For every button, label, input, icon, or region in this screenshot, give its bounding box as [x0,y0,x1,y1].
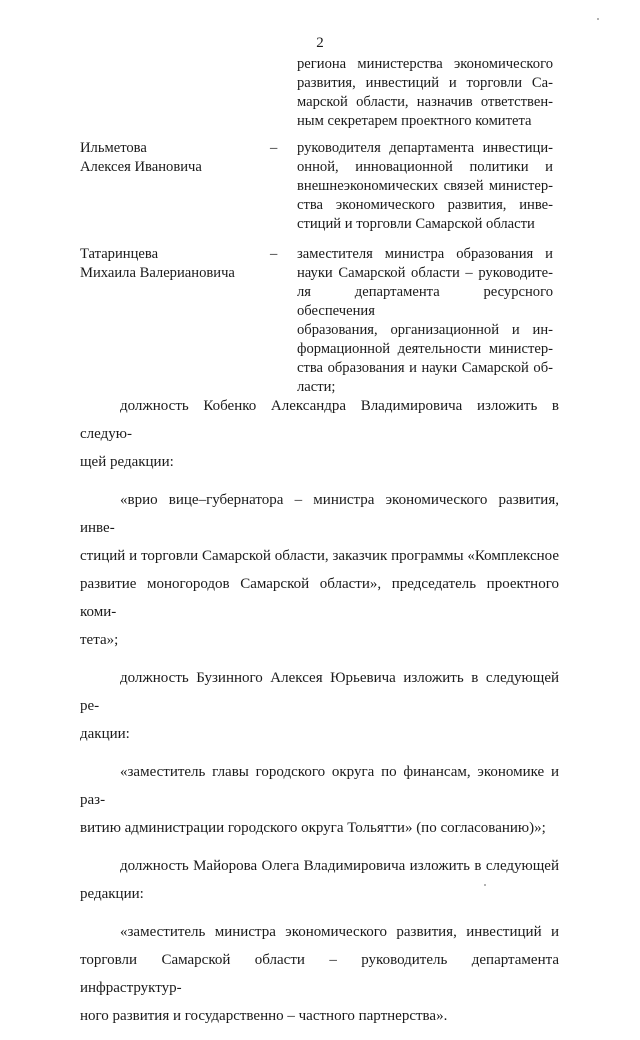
paragraph [80,918,559,1030]
paragraph [80,392,559,476]
member-dash: – [270,140,278,156]
body-text [80,392,559,1040]
text-line: торговли Самарской области – руководитель департамента инфраструктур- [80,952,559,996]
text-line: ным секретарем проектного комитета [297,113,532,129]
text-line: должность Кобенко Александра Владимировича изложить в следую- [80,398,559,442]
paragraph [80,852,559,908]
member-name: Ильметова Алексея Ивановича [80,140,202,175]
text-line: ства экономического развития, инве- [297,197,553,213]
member-dash: – [270,246,278,262]
paragraph [80,758,559,842]
text-line: дакции: [80,726,130,742]
text-line: «заместитель главы городского округа по финансам, экономике и раз- [80,764,559,808]
continuation-block [297,55,553,131]
text-line: стиций и торговли Самарской области [297,216,535,232]
text-line: «врио вице–губернатора – министра экономического развития, инве- [80,492,559,536]
text-line: стиций и торговли Самарской области, заказчик программы «Комплексное [80,548,559,564]
text-line: образования, организационной и ин- [297,322,553,338]
text-line: ного развития и государственно – частного партнерства». [80,1008,448,1024]
page-number: 2 [316,35,324,51]
text-line: формационной деятельности министер- [297,341,553,357]
text-line: заместителя министра образования и [297,246,553,262]
scan-speck [597,18,599,20]
text-line: региона министерства экономического [297,56,553,72]
member-role [297,245,553,397]
paragraph [80,664,559,748]
text-line: ласти; [297,379,336,395]
text-line: щей редакции: [80,454,174,470]
text-line: развитие моногородов Самарской области», председатель проектного коми- [80,576,559,620]
text-line: витию администрации городского округа Тольятти» (по согласованию)»; [80,820,546,836]
scan-speck [484,884,486,886]
member-name: Татаринцева Михаила Валериановича [80,246,235,281]
text-line: онной, инновационной политики и [297,159,553,175]
paragraph [80,486,559,654]
text-line: развития, инвестиций и торговли Са- [297,75,553,91]
text-line: ля департамента ресурсного обеспечения [297,284,553,319]
text-line: должность Майорова Олега Владимировича изложить в следующей [120,858,559,874]
member-role [297,139,553,234]
text-line: редакции: [80,886,144,902]
text-line: руководителя департамента инвестици- [297,140,553,156]
text-line: ства образования и науки Самарской об- [297,360,553,376]
text-line: внешнеэкономических связей министер- [297,178,553,194]
text-line: марской области, назначив ответствен- [297,94,553,110]
text-line: науки Самарской области – руководите- [297,265,553,281]
text-line: должность Бузинного Алексея Юрьевича изложить в следующей ре- [80,670,559,714]
text-line: тета»; [80,632,119,648]
text-line: «заместитель министра экономического развития, инвестиций и [120,924,559,940]
